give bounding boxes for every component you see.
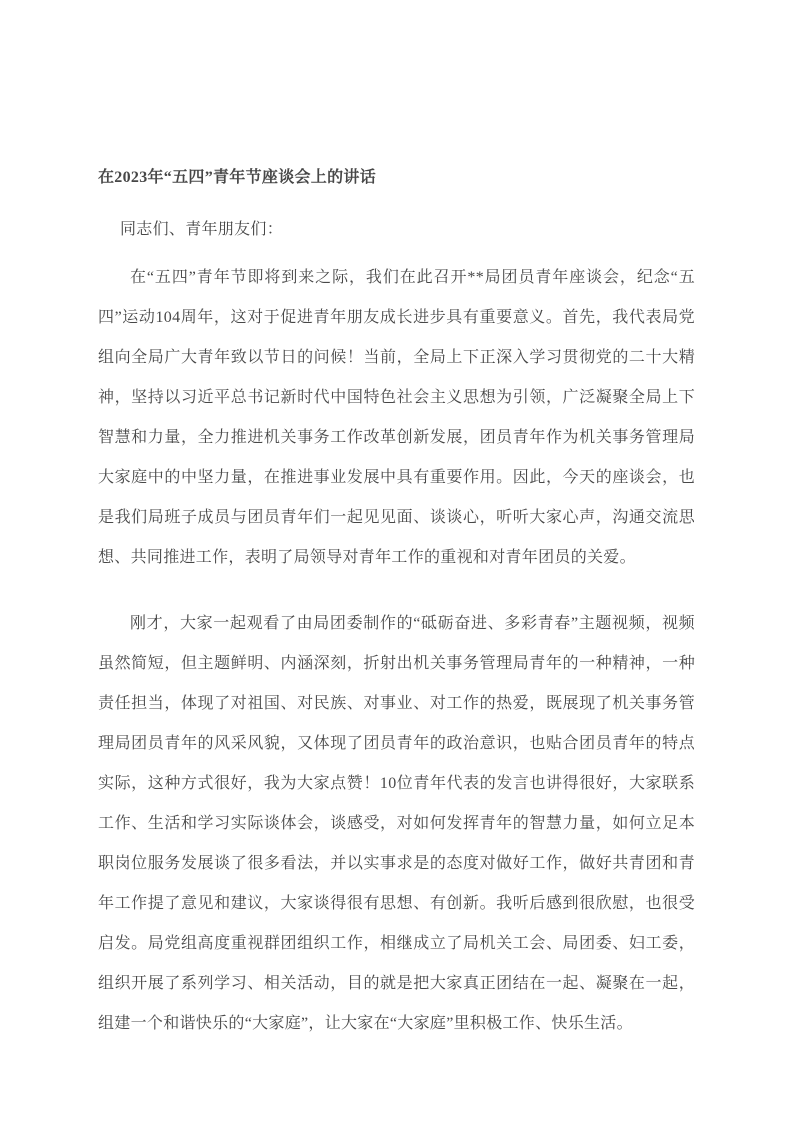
paragraph-video-remarks: 刚才，大家一起观看了由局团委制作的“砥砺奋进、多彩青春”主题视频，视频虽然简短，但主题鲜明、内涵深刻，折射出机关事务管理局青年的一种精神，一种责任担当，体现了对祖国、对民族、对事业、对工作的热爱，既展现了机关事务管理局团员青年的风采风貌，又体现了团员青年的政治意识，也贴合团员青年的特点实际，这种方式很好，我为大家点赞！10位青年代表的发言也讲得很好，大家联系工作、生活和学习实际谈体会，谈感受，对如何发挥青年的智慧力量，如何立足本职岗位服务发展谈了很多看法，并以实事求是的态度对做好工作，做好共青团和青年工作提了意见和建议，大家谈得很有思想、有创新。我听后感到很欣慰，也很受启发。局党组高度重视群团组织工作，相继成立了局机关工会、局团委、妇工委，组织开展了系列学习、相关活动，目的就是把大家真正团结在一起、凝聚在一起，组建一个和谐快乐的“大家庭”，让大家在“大家庭”里积极工作、快乐生活。 [98, 615, 695, 1032]
salutation-line: 同志们、青年朋友们： [120, 221, 284, 238]
paragraph-opening: 在“五四”青年节即将到来之际，我们在此召开**局团员青年座谈会，纪念“五四”运动104周年，这对于促进青年朋友成长进步具有重要意义。首先，我代表局党组向全局广大青年致以节日的问候！当前，全局上下正深入学习贯彻党的二十大精神，坚持以习近平总书记新时代中国特色社会主义思想为引领，广泛凝聚全局上下智慧和力量，全力推进机关事务工作改革创新发展，团员青年作为机关事务管理局大家庭中的中坚力量，在推进事业发展中具有重要作用。因此，今天的座谈会，也是我们局班子成员与团员青年们一起见见面、谈谈心，听听大家心声，沟通交流思想、共同推进工作，表明了局领导对青年工作的重视和对青年团员的关爱。 [98, 269, 695, 566]
document-title: 在2023年“五四”青年节座谈会上的讲话 [98, 169, 377, 186]
document-page [98, 158, 695, 1070]
